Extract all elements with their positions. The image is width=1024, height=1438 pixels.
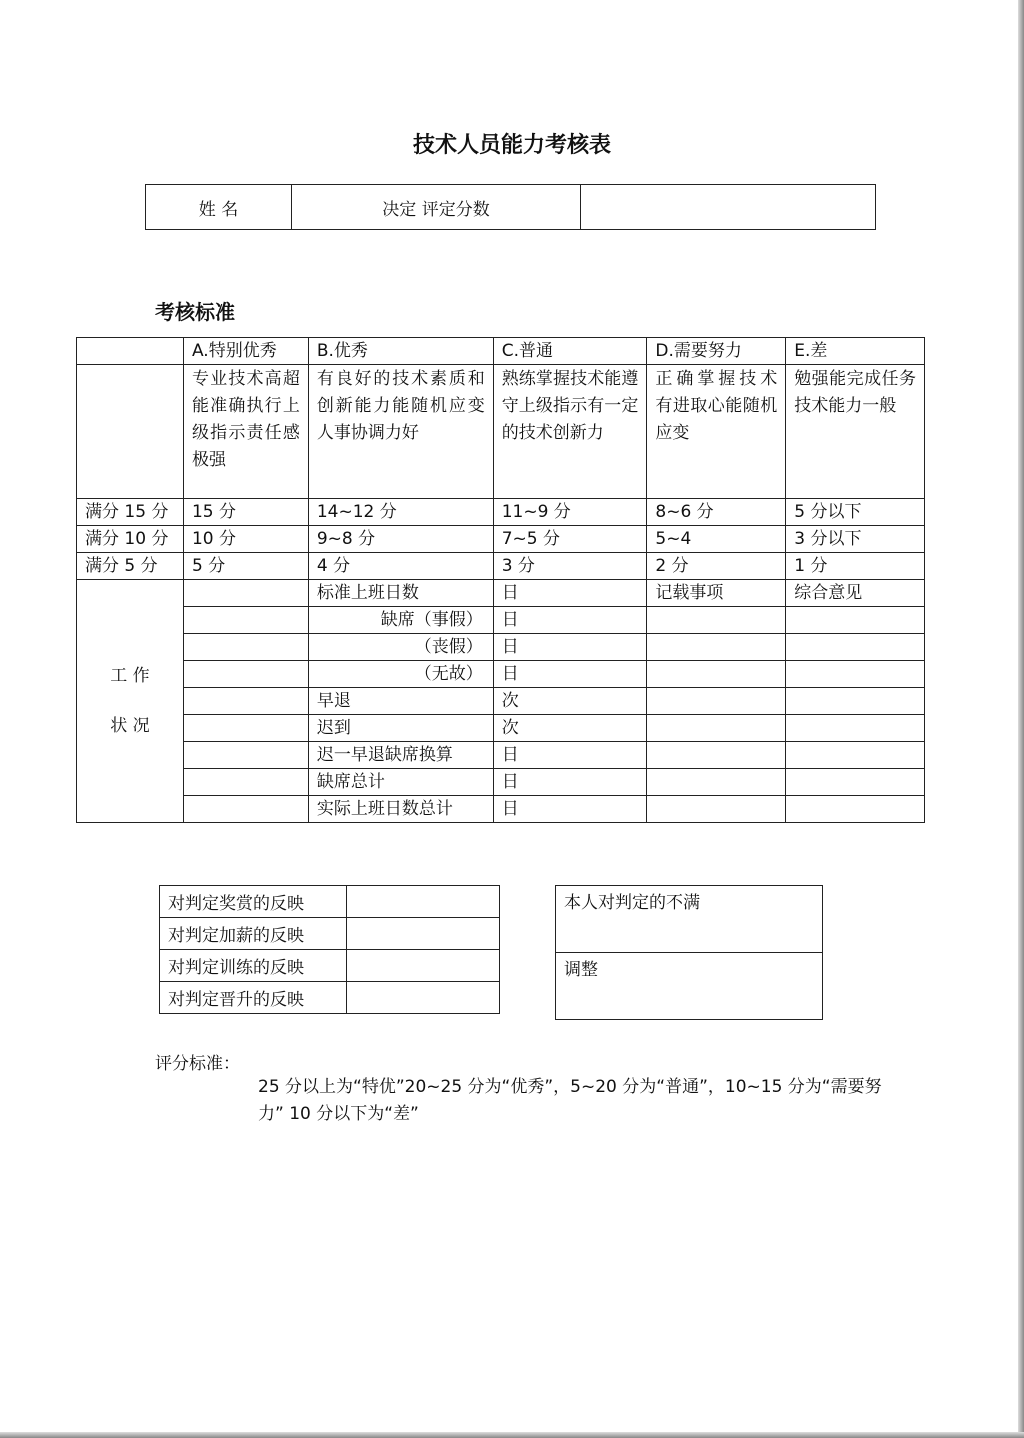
work-item: 实际上班日数总计 bbox=[308, 796, 493, 823]
grade-a-desc: 专业技术高超 能准确执行上级指示责任感极强 bbox=[183, 365, 308, 499]
dissatisfaction-cell[interactable]: 本人对判定的不满 bbox=[556, 886, 823, 953]
work-row bbox=[77, 580, 925, 607]
reaction-label: 对判定训练的反映 bbox=[160, 950, 347, 982]
grade-e-desc: 勉强能完成任务 技术能力一般 bbox=[786, 365, 925, 499]
work-item: （丧假） bbox=[308, 634, 493, 661]
criteria-label: 评分标准： bbox=[155, 1054, 240, 1074]
record-cell[interactable] bbox=[647, 634, 786, 661]
criteria-text: 25 分以上为“特优”20~25 分为“优秀”，5~20 分为“普通”，10~15 分为“需要努力” 10 分以下为“差” bbox=[258, 1077, 882, 1124]
record-cell[interactable] bbox=[647, 769, 786, 796]
opinion-cell[interactable] bbox=[786, 715, 925, 742]
page-edge-right bbox=[1018, 0, 1024, 1438]
work-unit: 日 bbox=[493, 796, 647, 823]
score-cell: 3 分以下 bbox=[786, 526, 925, 553]
reaction-value-cell[interactable] bbox=[347, 918, 500, 950]
opinion-cell[interactable] bbox=[786, 769, 925, 796]
grade-desc-row bbox=[77, 365, 925, 499]
score-cell: 5 分 bbox=[183, 553, 308, 580]
score-cell: 9~8 分 bbox=[308, 526, 493, 553]
reaction-label: 对判定奖赏的反映 bbox=[160, 886, 347, 918]
work-item: 迟一早退缺席换算 bbox=[308, 742, 493, 769]
work-unit: 次 bbox=[493, 688, 647, 715]
work-blank-cell[interactable] bbox=[183, 634, 308, 661]
work-unit: 日 bbox=[493, 769, 647, 796]
work-item: 早退 bbox=[308, 688, 493, 715]
opinion-cell[interactable] bbox=[786, 796, 925, 823]
corner-cell bbox=[77, 338, 184, 365]
name-label: 姓 名 bbox=[146, 185, 292, 230]
opinion-cell[interactable] bbox=[786, 688, 925, 715]
work-row bbox=[77, 796, 925, 823]
adjustment-cell[interactable]: 调整 bbox=[556, 953, 823, 1020]
work-blank-cell[interactable] bbox=[183, 742, 308, 769]
work-item: 标准上班日数 bbox=[308, 580, 493, 607]
score-cell: 8~6 分 bbox=[647, 499, 786, 526]
work-row bbox=[77, 715, 925, 742]
score-cell: 5 分以下 bbox=[786, 499, 925, 526]
grade-d-label: D.需要努力 bbox=[647, 338, 786, 365]
reaction-value-cell[interactable] bbox=[347, 982, 500, 1014]
opinion-cell[interactable] bbox=[786, 661, 925, 688]
work-row bbox=[77, 634, 925, 661]
score-row-label: 满分 15 分 bbox=[77, 499, 184, 526]
score-cell: 2 分 bbox=[647, 553, 786, 580]
work-item: 迟到 bbox=[308, 715, 493, 742]
opinion-cell[interactable] bbox=[786, 742, 925, 769]
grade-c-label: C.普通 bbox=[493, 338, 647, 365]
record-cell[interactable] bbox=[647, 715, 786, 742]
score-row-label: 满分 5 分 bbox=[77, 553, 184, 580]
work-unit: 日 bbox=[493, 661, 647, 688]
score-row bbox=[77, 499, 925, 526]
name-table bbox=[145, 184, 876, 230]
record-cell[interactable] bbox=[647, 607, 786, 634]
score-cell: 7~5 分 bbox=[493, 526, 647, 553]
score-row bbox=[77, 553, 925, 580]
assessment-table bbox=[76, 337, 925, 823]
reaction-value-cell[interactable] bbox=[347, 950, 500, 982]
decide-score-label: 决定 评定分数 bbox=[292, 185, 581, 230]
work-blank-cell[interactable] bbox=[183, 607, 308, 634]
score-cell: 5~4 bbox=[647, 526, 786, 553]
work-unit: 日 bbox=[493, 742, 647, 769]
score-cell: 4 分 bbox=[308, 553, 493, 580]
work-unit: 日 bbox=[493, 634, 647, 661]
score-row-label: 满分 10 分 bbox=[77, 526, 184, 553]
work-item: 缺席总计 bbox=[308, 769, 493, 796]
score-cell: 14~12 分 bbox=[308, 499, 493, 526]
dissatisfaction-table bbox=[555, 885, 823, 1020]
opinion-header: 综合意见 bbox=[786, 580, 925, 607]
work-row bbox=[77, 769, 925, 796]
name-value-cell[interactable] bbox=[581, 185, 876, 230]
work-blank-cell[interactable] bbox=[183, 580, 308, 607]
grade-header-row bbox=[77, 338, 925, 365]
page-title: 技术人员能力考核表 bbox=[412, 133, 611, 158]
work-item: （无故） bbox=[308, 661, 493, 688]
work-item: 缺席（事假） bbox=[308, 607, 493, 634]
grade-b-label: B.优秀 bbox=[308, 338, 493, 365]
work-status-label bbox=[77, 580, 184, 823]
reaction-value-cell[interactable] bbox=[347, 886, 500, 918]
work-row bbox=[77, 742, 925, 769]
page-edge-bottom bbox=[0, 1432, 1024, 1438]
work-unit: 日 bbox=[493, 580, 647, 607]
work-blank-cell[interactable] bbox=[183, 688, 308, 715]
work-blank-cell[interactable] bbox=[183, 661, 308, 688]
record-cell[interactable] bbox=[647, 661, 786, 688]
desc-corner-cell bbox=[77, 365, 184, 499]
grade-c-desc: 熟练掌握技术能遵守上级指示有一定的技术创新力 bbox=[493, 365, 647, 499]
opinion-cell[interactable] bbox=[786, 607, 925, 634]
score-row bbox=[77, 526, 925, 553]
grade-e-label: E.差 bbox=[786, 338, 925, 365]
work-status-line2: 状 况 bbox=[110, 716, 150, 736]
score-cell: 1 分 bbox=[786, 553, 925, 580]
work-row bbox=[77, 607, 925, 634]
score-cell: 15 分 bbox=[183, 499, 308, 526]
record-header: 记载事项 bbox=[647, 580, 786, 607]
grade-a-label: A.特别优秀 bbox=[183, 338, 308, 365]
score-cell: 11~9 分 bbox=[493, 499, 647, 526]
score-cell: 10 分 bbox=[183, 526, 308, 553]
work-blank-cell[interactable] bbox=[183, 769, 308, 796]
reaction-label: 对判定加薪的反映 bbox=[160, 918, 347, 950]
opinion-cell[interactable] bbox=[786, 634, 925, 661]
grade-b-desc: 有良好的技术素质和创新能力能随机应变人事协调力好 bbox=[308, 365, 493, 499]
reaction-label: 对判定晋升的反映 bbox=[160, 982, 347, 1014]
record-cell[interactable] bbox=[647, 742, 786, 769]
section-title: 考核标准 bbox=[155, 300, 235, 324]
work-row bbox=[77, 661, 925, 688]
record-cell[interactable] bbox=[647, 688, 786, 715]
reaction-table bbox=[159, 885, 500, 1014]
grade-d-desc: 正确掌握技术 有进取心能随机应变 bbox=[647, 365, 786, 499]
work-unit: 次 bbox=[493, 715, 647, 742]
work-row bbox=[77, 688, 925, 715]
work-blank-cell[interactable] bbox=[183, 796, 308, 823]
work-status-line1: 工 作 bbox=[110, 666, 150, 686]
score-cell: 3 分 bbox=[493, 553, 647, 580]
work-blank-cell[interactable] bbox=[183, 715, 308, 742]
work-unit: 日 bbox=[493, 607, 647, 634]
record-cell[interactable] bbox=[647, 796, 786, 823]
